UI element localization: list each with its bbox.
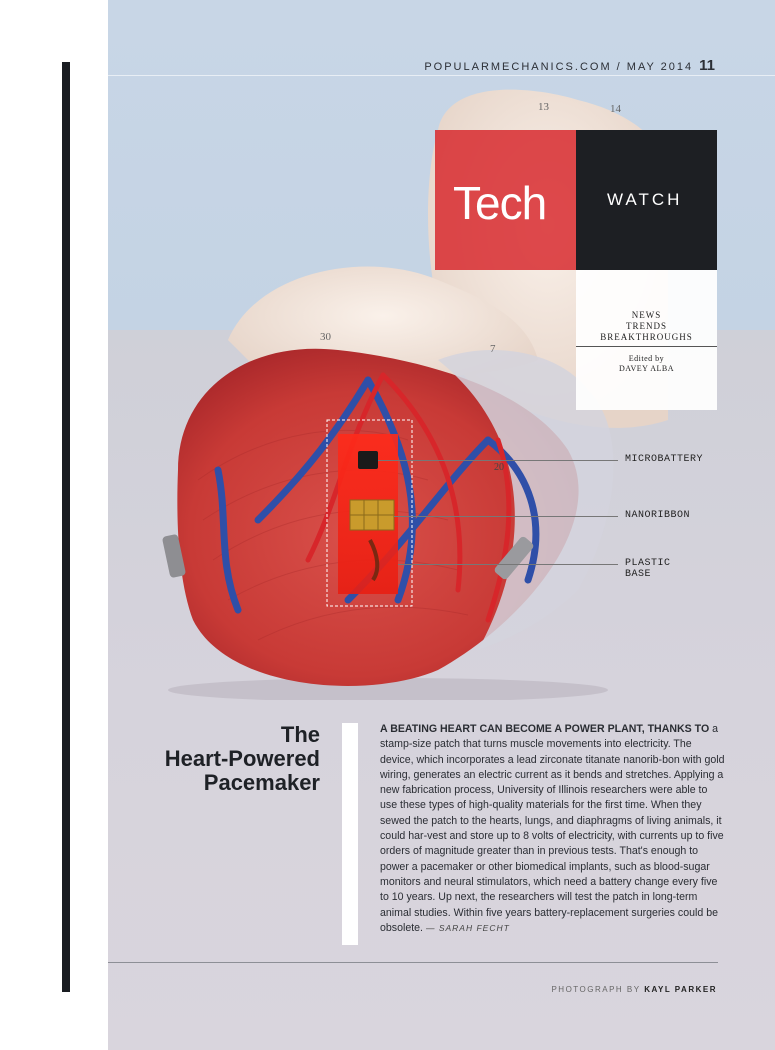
watch-label-box [576, 130, 717, 270]
tag-trends: TRENDS [625, 321, 667, 331]
article-lead: A BEATING HEART CAN BECOME A POWER PLANT, THANKS TO [380, 723, 710, 735]
callout-label: MICROBATTERY [625, 454, 704, 465]
margin-rule [62, 62, 70, 992]
photographer-name: KAYL PARKER [644, 985, 717, 994]
headline-line: Pacemaker [203, 770, 320, 795]
photo-credit [551, 985, 717, 994]
callout-label: NANORIBBON [625, 510, 691, 521]
heart-number-7: 7 [490, 343, 496, 355]
heart-number-14: 14 [610, 103, 621, 115]
headline-line: The [280, 722, 320, 747]
watch-label: WATCH [607, 190, 683, 209]
byline: — SARAH FECHT [425, 922, 510, 933]
editor-credit [576, 354, 717, 374]
article-text: a stamp-size patch that turns muscle movements into electricity. The device, which incorporates a lead zirconate titanate nanorib-bon with gold wiring, generates an electric current as it bends and stretches. Applying a new fabrication process, University of Illinois researchers were able to use these types of high-quality materials for the first time. When they sewed the patch to the hearts, lungs, and diaphragms of living animals, it could har-vest and store up to 8 volts of electricity, with currents up to five orders of magnitude greater than in previous tests. That's enough to power a pacemaker or other biomedical implants, such as blood-sugar monitors and neural stimulators, which need a battery change every five to 10 years. Up next, the researchers will test the patch in long-term animal studies. Within five years battery-replacement surgeries could be obsolete. [380, 723, 725, 934]
headline-line: Heart-Powered [164, 746, 320, 771]
tag-news: NEWS [631, 310, 662, 320]
heart-number-20: 20 [494, 462, 504, 473]
page-number: 11 [699, 57, 715, 74]
article-body [380, 722, 726, 936]
info-divider [576, 346, 717, 347]
callout-label: PLASTIC BASE [625, 558, 671, 580]
magazine-page [108, 0, 775, 1050]
microbattery-chip [358, 451, 378, 469]
tech-label-box [435, 130, 576, 270]
footer-rule [108, 962, 718, 963]
credit-label: PHOTOGRAPH BY [551, 985, 641, 994]
editor-name: DAVEY ALBA [618, 364, 674, 373]
white-accent-bar [342, 723, 358, 945]
tech-label: Tech [453, 177, 547, 229]
edited-by-label: Edited by [628, 354, 665, 363]
tag-breakthroughs: BREAKTHROUGHS [600, 332, 693, 342]
masthead: POPULARMECHANICS.COM / MAY 2014 [424, 61, 694, 73]
section-info-box [576, 270, 717, 410]
section-tags [576, 310, 717, 343]
article-headline [108, 723, 320, 795]
heart-number-13: 13 [538, 101, 549, 113]
heart-number-30: 30 [320, 331, 331, 343]
